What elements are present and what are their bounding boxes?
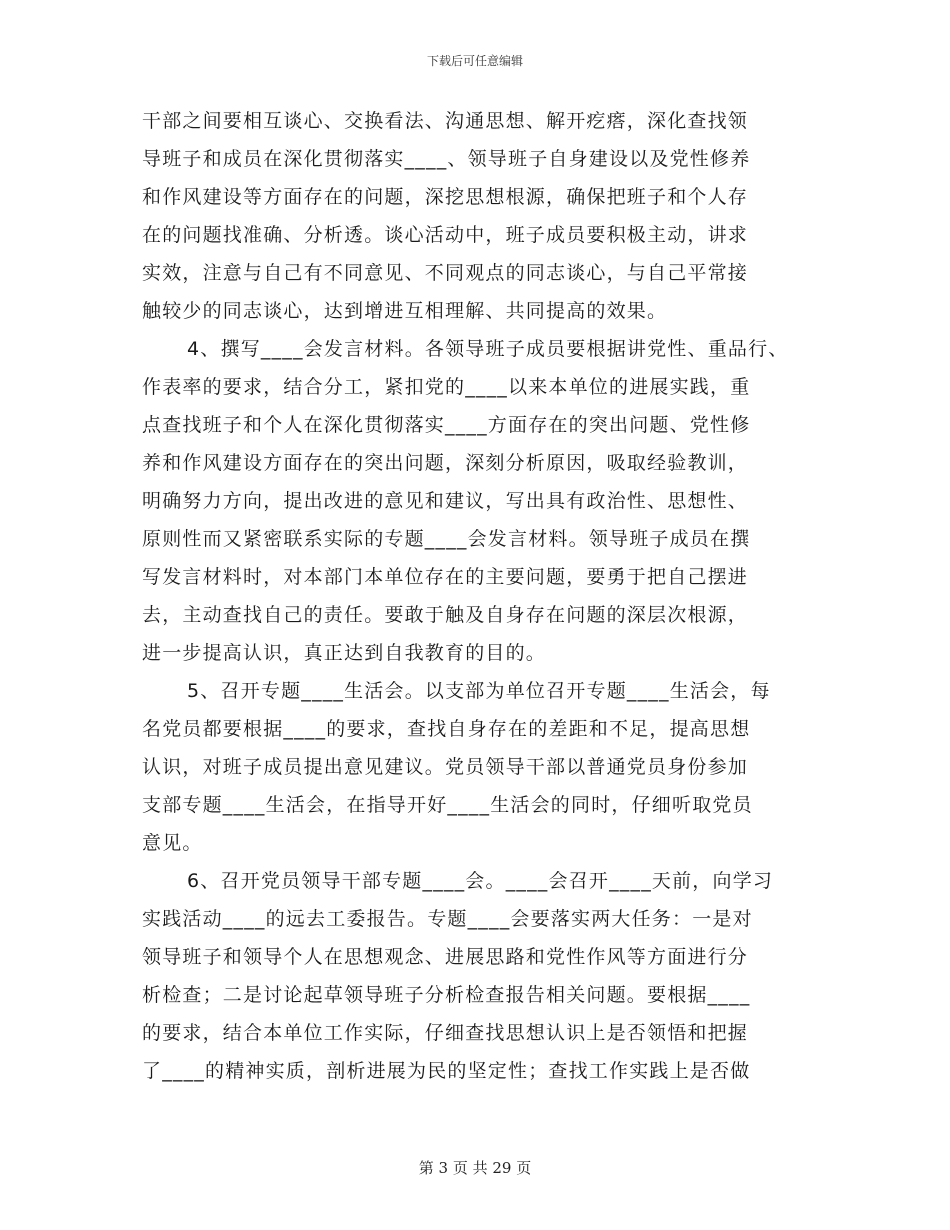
text-line: 实效，注意与自己有不同意见、不同观点的同志谈心，与自己平常接 bbox=[142, 262, 749, 284]
text-line: 名党员都要根据____的要求，查找自身存在的差距和不足，提高思想 bbox=[142, 718, 751, 740]
text-line: 干部之间要相互谈心、交换看法、沟通思想、解开疙瘩，深化查找领 bbox=[142, 110, 749, 132]
text-line: 的要求，结合本单位工作实际，仔细查找思想认识上是否领悟和把握 bbox=[142, 1022, 749, 1044]
text-line: 领导班子和领导个人在思想观念、进展思路和党性作风等方面进行分 bbox=[142, 946, 749, 968]
text-line: 支部专题____生活会，在指导开好____生活会的同时，仔细听取党员 bbox=[142, 794, 753, 816]
text-line: 了____的精神实质，剖析进展为民的坚定性；查找工作实践上是否做 bbox=[142, 1060, 751, 1082]
text-line: 养和作风建设方面存在的突出问题，深刻分析原因，吸取经验教训， bbox=[142, 452, 749, 474]
text-line: 作表率的要求，结合分工，紧扣党的____以来本单位的进展实践，重 bbox=[142, 376, 751, 398]
text-line: 进一步提高认识，真正达到自我教育的目的。 bbox=[142, 642, 547, 664]
text-line: 在的问题找准确、分析透。谈心活动中，班子成员要积极主动，讲求 bbox=[142, 224, 749, 246]
text-line: 6、召开党员领导干部专题____会。____会召开____天前，向学习 bbox=[187, 870, 774, 892]
text-line: 认识，对班子成员提出意见建议。党员领导干部以普通党员身份参加 bbox=[142, 756, 749, 778]
text-line: 写发言材料时，对本部门本单位存在的主要问题，要勇于把自己摆进 bbox=[142, 566, 749, 588]
text-line: 析检查；二是讨论起草领导班子分析检查报告相关问题。要根据____ bbox=[142, 984, 751, 1006]
text-line: 明确努力方向，提出改进的意见和建议，写出具有政治性、思想性、 bbox=[142, 490, 749, 512]
text-line: 去，主动查找自己的责任。要敢于触及自身存在问题的深层次根源， bbox=[142, 604, 749, 626]
text-line: 触较少的同志谈心，达到增进互相理解、共同提高的效果。 bbox=[142, 300, 668, 322]
text-line: 原则性而又紧密联系实际的专题____会发言材料。领导班子成员在撰 bbox=[142, 528, 751, 550]
text-line: 5、召开专题____生活会。以支部为单位召开专题____生活会，每 bbox=[187, 680, 771, 702]
page-header-note: 下载后可任意编辑 bbox=[426, 54, 523, 68]
text-line: 和作风建设等方面存在的问题，深挖思想根源，确保把班子和个人存 bbox=[142, 186, 749, 208]
text-line: 4、撰写____会发言材料。各领导班子成员要根据讲党性、重品行、 bbox=[187, 338, 789, 360]
text-line: 意见。 bbox=[142, 832, 203, 854]
text-line: 点查找班子和个人在深化贯彻落实____方面存在的突出问题、党性修 bbox=[142, 414, 751, 436]
page-number: 第 3 页 共 29 页 bbox=[418, 1159, 532, 1177]
text-line: 导班子和成员在深化贯彻落实____、领导班子自身建设以及党性修养 bbox=[142, 148, 751, 170]
text-line: 实践活动____的远去工委报告。专题____会要落实两大任务：一是对 bbox=[142, 908, 753, 930]
